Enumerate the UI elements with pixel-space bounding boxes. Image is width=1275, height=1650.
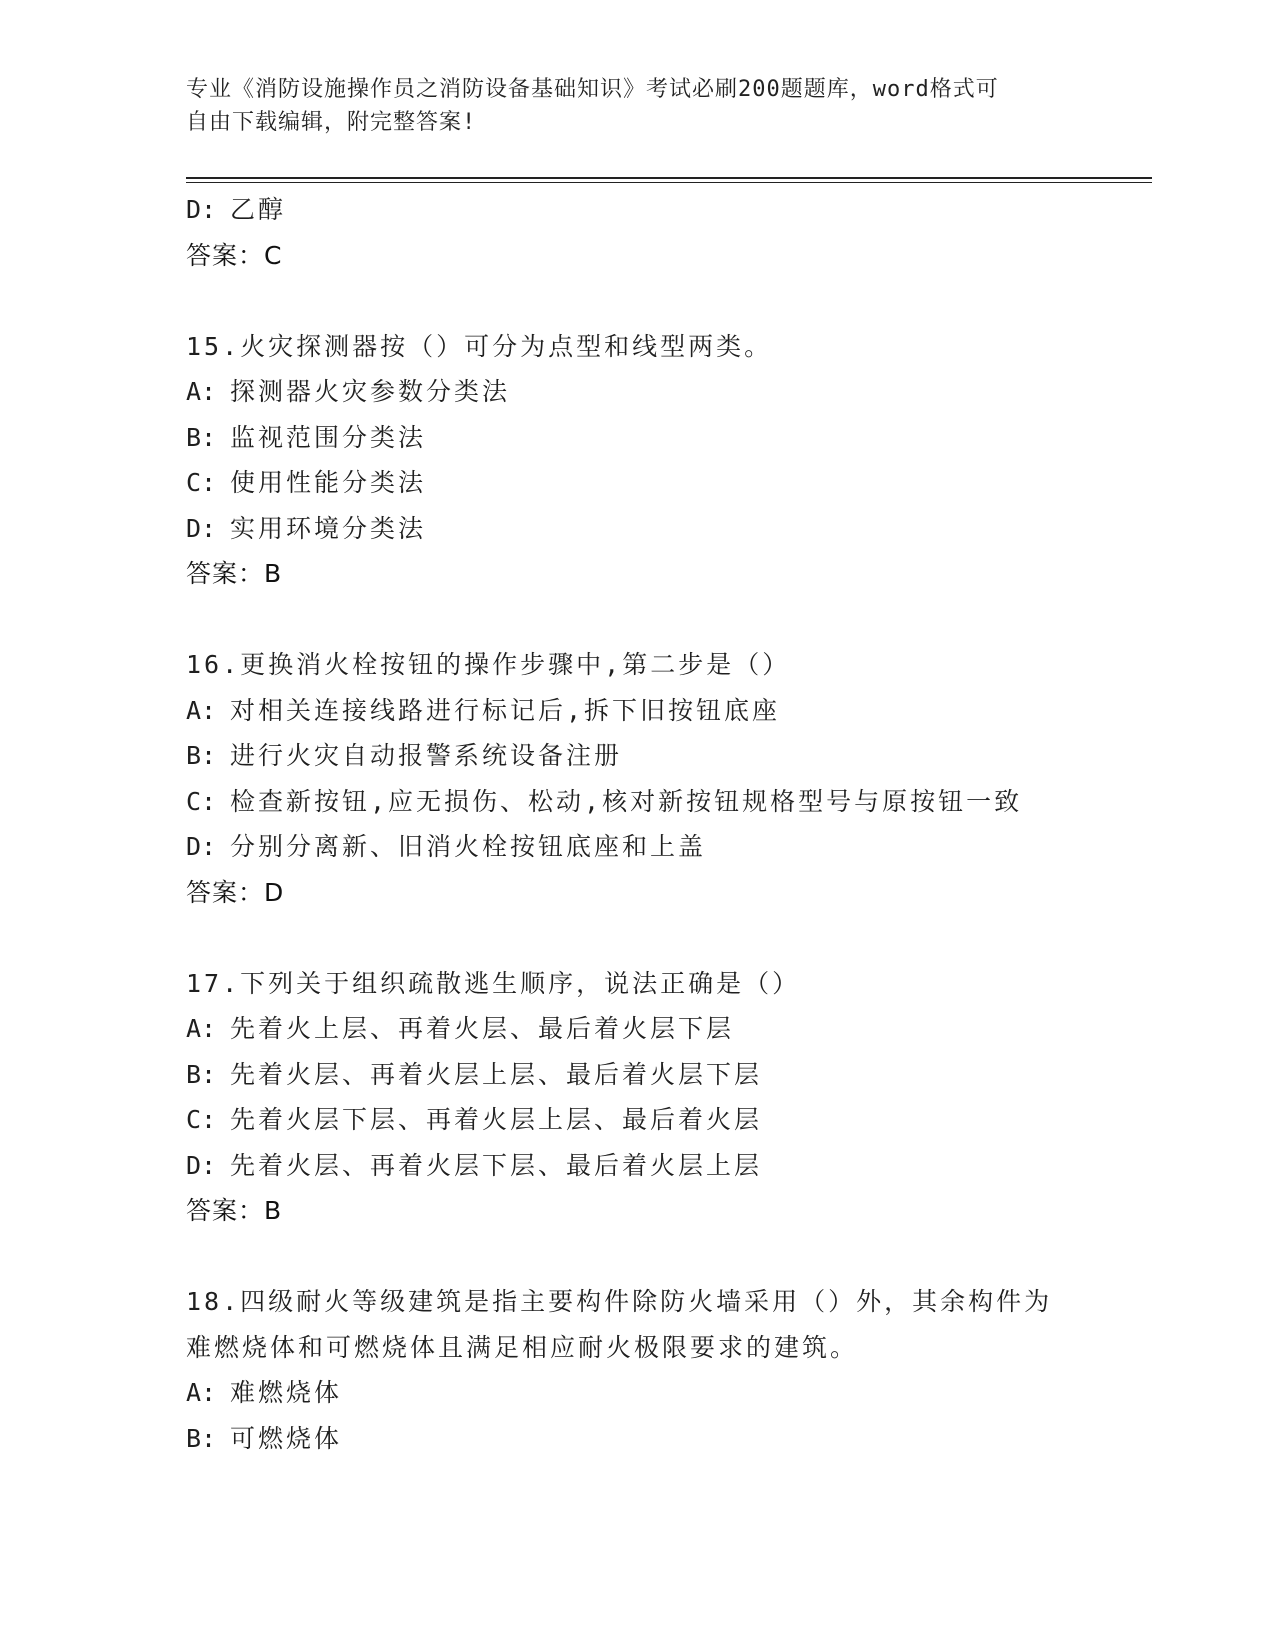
option-a [186, 1006, 1146, 1052]
option-b [186, 733, 1146, 779]
option-d [186, 187, 1146, 233]
option-text: 先着火上层、再着火层、最后着火层下层 [230, 1014, 735, 1043]
option-label: A: [186, 695, 217, 725]
question-stem-16: 16.更换消火栓按钮的操作步骤中,第二步是（） [186, 650, 791, 679]
spacer [186, 278, 1146, 324]
option-b [186, 415, 1146, 461]
spacer [186, 915, 1146, 961]
option-text: 分别分离新、旧消火栓按钮底座和上盖 [230, 832, 707, 861]
option-b [186, 1052, 1146, 1098]
option-c [186, 1097, 1146, 1143]
option-label: C: [186, 786, 217, 816]
option-label: C: [186, 1105, 217, 1134]
option-label: B: [186, 741, 217, 770]
option-text: 乙醇 [230, 195, 287, 224]
answer-line: 答案：B [186, 559, 283, 588]
header-title-line-2: 自由下载编辑，附完整答案! [186, 110, 477, 135]
question-list [186, 187, 1146, 1461]
question-stem-18-line-1: 18.四级耐火等级建筑是指主要构件除防火墙采用（）外，其余构件为 [186, 1287, 1053, 1316]
option-text: 先着火层、再着火层上层、最后着火层下层 [230, 1059, 763, 1089]
question-stem-15: 15.火灾探测器按（）可分为点型和线型两类。 [186, 331, 773, 361]
option-a [186, 688, 1146, 734]
option-a [186, 369, 1146, 415]
answer-line: 答案：D [186, 877, 285, 907]
option-c [186, 460, 1146, 506]
option-text: 进行火灾自动报警系统设备注册 [230, 741, 623, 770]
option-d [186, 506, 1146, 552]
option-b [186, 1416, 1146, 1462]
option-label: A: [186, 1378, 217, 1407]
option-label: C: [186, 468, 217, 497]
option-a [186, 1370, 1146, 1416]
question-stem-18-line-2: 难燃烧体和可燃烧体且满足相应耐火极限要求的建筑。 [186, 1332, 859, 1362]
document-header [186, 73, 1066, 139]
option-label: A: [186, 377, 217, 406]
option-text: 使用性能分类法 [230, 468, 427, 497]
option-c [186, 779, 1146, 825]
option-d [186, 1143, 1146, 1189]
option-text: 先着火层、再着火层下层、最后着火层上层 [230, 1150, 763, 1180]
option-label: D: [186, 832, 217, 861]
spacer [186, 597, 1146, 643]
option-label: B: [186, 1059, 217, 1089]
option-label: B: [186, 1423, 217, 1453]
option-text: 监视范围分类法 [230, 422, 427, 452]
option-text: 难燃烧体 [230, 1378, 343, 1407]
option-text: 先着火层下层、再着火层上层、最后着火层 [230, 1105, 763, 1134]
header-divider-thick [186, 177, 1152, 179]
option-label: B: [186, 422, 217, 452]
option-label: A: [186, 1014, 217, 1043]
answer-line: 答案：B [186, 1196, 283, 1225]
option-text: 可燃烧体 [230, 1423, 343, 1453]
spacer [186, 1234, 1146, 1280]
option-label: D: [186, 1150, 217, 1180]
option-text: 对相关连接线路进行标记后,拆下旧按钮底座 [230, 695, 781, 725]
answer-line: 答案：C [186, 240, 283, 270]
option-label: D: [186, 195, 217, 224]
option-text: 检查新按钮,应无损伤、松动,核对新按钮规格型号与原按钮一致 [230, 786, 1023, 816]
question-stem-17: 17.下列关于组织疏散逃生顺序，说法正确是（） [186, 968, 801, 998]
option-d [186, 824, 1146, 870]
option-label: D: [186, 513, 217, 543]
header-title-line-1: 专业《消防设施操作员之消防设备基础知识》考试必刷200题题库，word格式可 [186, 77, 999, 102]
option-text: 实用环境分类法 [230, 513, 427, 543]
option-text: 探测器火灾参数分类法 [230, 377, 511, 406]
header-divider-thin [186, 182, 1152, 183]
